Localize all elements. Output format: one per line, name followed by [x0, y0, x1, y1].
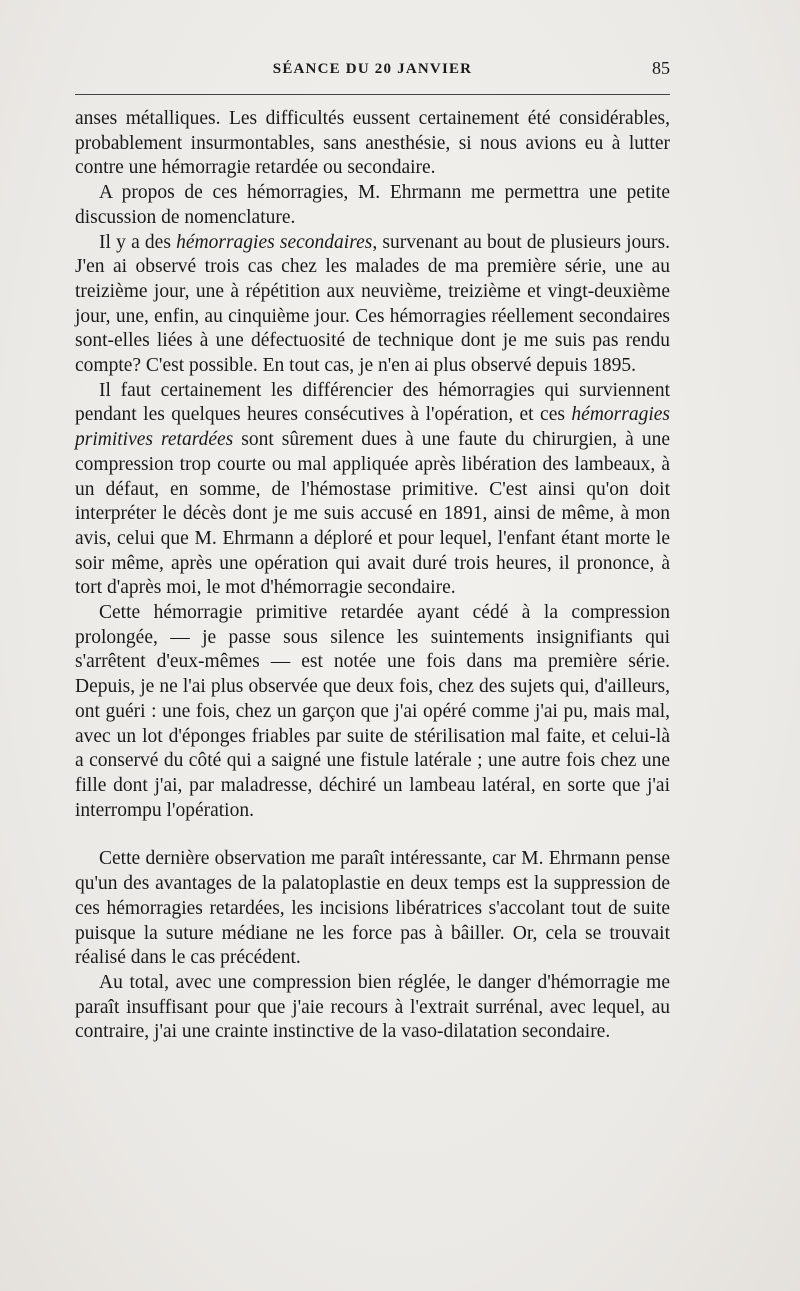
paragraph-3: [75, 231, 670, 379]
paragraph-4: [75, 379, 670, 601]
paragraph-5: [75, 601, 670, 823]
header-rule: [75, 94, 670, 95]
italic-term-primitive-hemorrhages: hémorragies primitives retardées: [75, 404, 670, 451]
running-title: SÉANCE DU 20 JANVIER: [272, 61, 473, 77]
body-text: [75, 107, 670, 1045]
paragraph-7: [75, 971, 670, 1045]
paragraph-text: Au total, avec une compression bien réglée, le danger d'hémorragie me paraît insuffisant pour que j'aie recours à l'extrait surrénal, avec lequel, au contraire, j'ai une crainte instinctive de la vaso-dilatation secondaire.: [75, 971, 670, 1043]
book-page: [75, 55, 670, 1045]
paragraph-text: , survenant au bout de plusieurs jours. J'en ai observé trois cas chez les malades de ma première série, une au treizième jour, une à répétition aux neuvième, treizième et vingt-deuxième jour, une, enfin, au cinquième jour. Ces hémorragies réellement secondaires sont-elles liées à une défectuosité de technique dont je me suis pas rendu compte? C'est possible. En tout cas, je n'en ai plus observé depuis 1895.: [75, 231, 670, 377]
paragraph-text: A propos de ces hémorragies, M. Ehrmann me permettra une petite discussion de nomenclature.: [75, 182, 670, 228]
paragraph-text: Il y a des: [99, 231, 177, 253]
paragraph-1: [75, 107, 670, 181]
paragraph-text: Cette hémorragie primitive retardée ayant cédé à la compression prolongée, — je passe sous silence les suintements insignifiants qui s'arrêtent d'eux-mêmes — est notée une fois dans ma première série. Depuis, je ne l'ai plus observée que deux fois, chez des sujets qui, d'ailleurs, ont guéri : une fois, chez un garçon que j'ai opéré comme j'ai pu, mais mal, avec un lot d'éponges friables par suite de stérilisation mal faite, et celui-là a conservé du côté qui a saigné une fistule latérale ; une autre fois chez une fille dont j'ai, par maladresse, déchiré un lambeau latéral, en sorte que j'ai interrompu l'opération.: [75, 602, 670, 821]
paragraph-6: [75, 847, 670, 971]
paragraph-text: Cette dernière observation me paraît intéressante, car M. Ehrmann pense qu'un des avantages de la palatoplastie en deux temps est la suppression de ces hémorragies retardées, les incisions libératrices s'accolant tout de suite puisque la suture médiane ne les force pas à bâiller. Or, cela se trouvait réalisé dans le cas précédent.: [75, 848, 670, 969]
paragraph-2: [75, 181, 670, 230]
page-header: [75, 55, 670, 85]
paragraph-text: sont sûrement dues à une faute du chirurgien, à une compression trop courte ou mal appliquée après libération des lambeaux, à un défaut, en somme, de l'hémostase primitive. C'est ainsi qu'on doit interpréter le décès dont je me suis accusé en 1891, ainsi de même, à mon avis, celui que M. Ehrmann a déploré et pour lequel, l'enfant étant morte le soir même, après une opération qui avait duré trois heures, il prononce, à tort d'après moi, le mot d'hémorragie secondaire.: [75, 429, 670, 599]
italic-term-secondary-hemorrhages: hémorragies secondaires: [176, 231, 373, 253]
paragraph-text: Il faut certainement les différencier des hémorragies qui surviennent pendant les quelques heures consécutives à l'opération, et ces: [75, 379, 670, 426]
page-number: 85: [652, 58, 670, 78]
paragraph-text: anses métalliques. Les difficultés eussent certainement été considérables, probablement insurmontables, sans anesthésie, si nous avions eu à lutter contre une hémorragie retardée ou secondaire.: [75, 108, 670, 179]
